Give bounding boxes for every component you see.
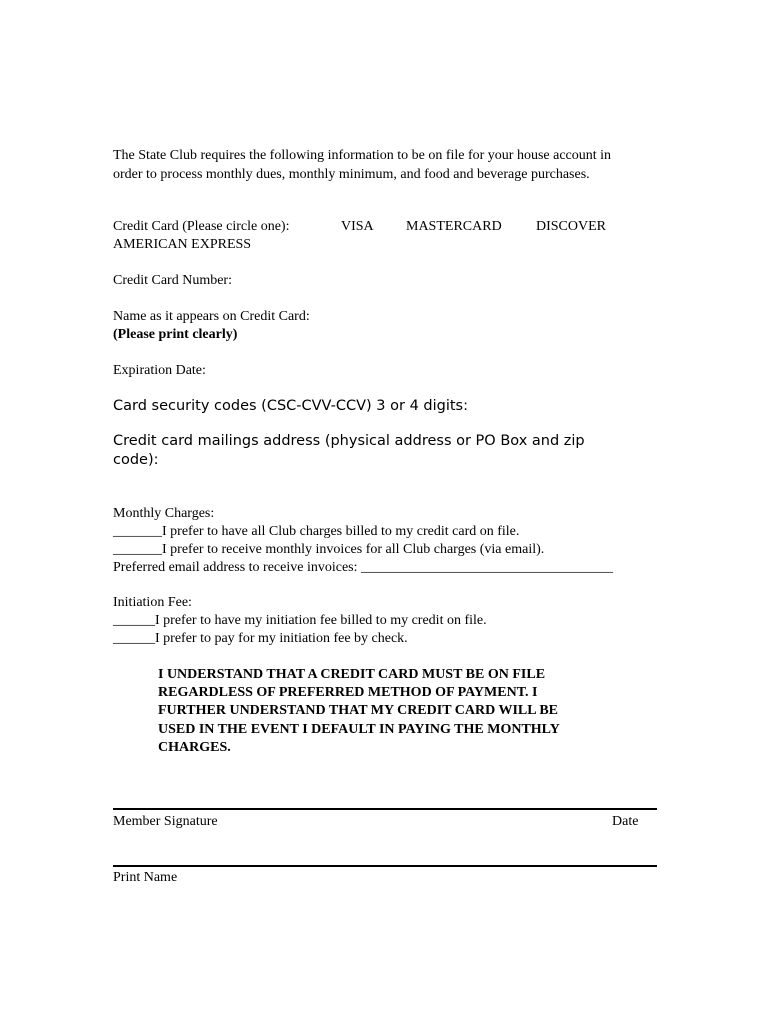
monthly-charges-heading: Monthly Charges: [113, 506, 215, 521]
signature-line [113, 808, 657, 810]
intro-line-1: The State Club requires the following information to be on file for your house account in [113, 148, 612, 163]
name-on-card-label: Name as it appears on Credit Card: [113, 309, 310, 324]
card-option-visa: VISA [341, 219, 374, 234]
intro-line-2: order to process monthly dues, monthly minimum, and food and beverage purchases. [113, 167, 590, 182]
card-number-label: Credit Card Number: [113, 273, 232, 288]
security-code-label: Card security codes (CSC-CVV-CCV) 3 or 4 digits: [113, 398, 468, 414]
mailing-address-label-line-2: code): [113, 452, 159, 468]
warning-line-4: USED IN THE EVENT I DEFAULT IN PAYING THE MONTHLY [158, 721, 560, 737]
expiration-label: Expiration Date: [113, 363, 206, 378]
card-option-mastercard: MASTERCARD [406, 219, 502, 234]
initiation-fee-heading: Initiation Fee: [113, 595, 192, 610]
card-option-amex: AMERICAN EXPRESS [113, 237, 252, 252]
print-name-label: Print Name [113, 870, 178, 885]
initiation-option-check: ______I prefer to pay for my initiation fee by check. [113, 631, 408, 646]
print-clearly-note: (Please print clearly) [113, 327, 238, 342]
monthly-option-invoice: _______I prefer to receive monthly invoices for all Club charges (via email). [113, 542, 545, 557]
preferred-email-label: Preferred email address to receive invoices: ____________________________________ [113, 560, 614, 575]
warning-line-2: REGARDLESS OF PREFERRED METHOD OF PAYMENT. I [158, 685, 538, 701]
date-label: Date [612, 814, 639, 829]
mailing-address-label-line-1: Credit card mailings address (physical address or PO Box and zip [113, 433, 585, 449]
initiation-option-credit: ______I prefer to have my initiation fee billed to my credit on file. [113, 613, 487, 628]
credit-card-acknowledgement [158, 666, 628, 757]
warning-line-5: CHARGES. [158, 739, 231, 755]
credit-card-label: Credit Card (Please circle one): [113, 219, 290, 234]
warning-line-3: FURTHER UNDERSTAND THAT MY CREDIT CARD WILL BE [158, 703, 559, 719]
print-name-line [113, 865, 657, 867]
monthly-option-credit-card: _______I prefer to have all Club charges billed to my credit card on file. [113, 524, 520, 539]
member-signature-label: Member Signature [113, 814, 218, 829]
warning-line-1: I UNDERSTAND THAT A CREDIT CARD MUST BE ON FILE [158, 667, 546, 682]
card-option-discover: DISCOVER [536, 219, 607, 234]
